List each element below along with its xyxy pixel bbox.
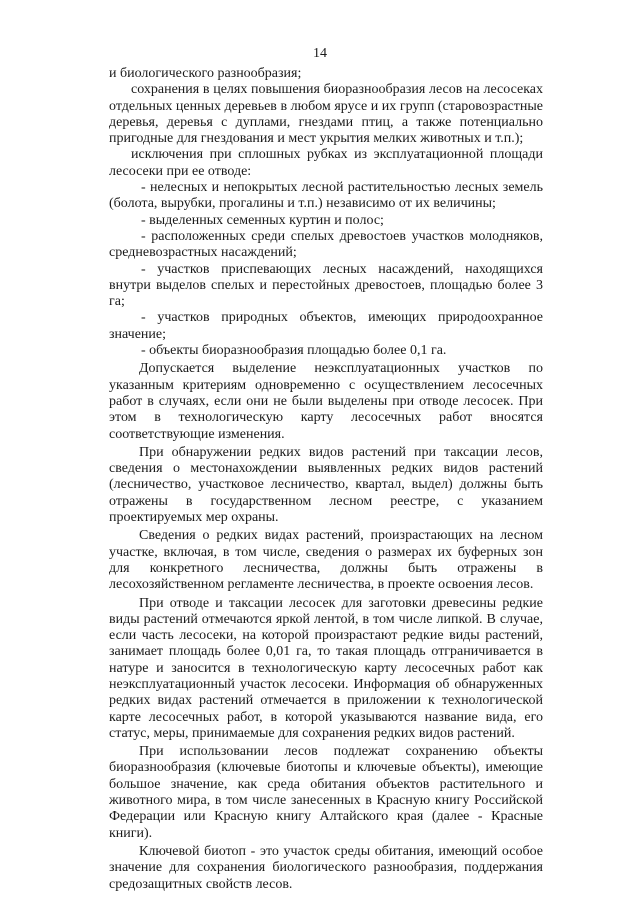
paragraph: и биологического разнообразия;: [109, 66, 302, 81]
list-item: - расположенных среди спелых древостоев участков молодняков, средневозрастных насаждений;: [109, 228, 543, 261]
paragraph: Ключевой биотоп - это участок среды обитания, имеющий особое значение для сохранения биологического разнообразия, поддержания средозащитных свойств лесов.: [109, 843, 543, 892]
paragraph: Сведения о редких видах растений, произрастающих на лесном участке, включая, в том числе, сведения о размерах их буферных зон для конкретного лесничества, должны быть отражены в лесохозяйственном регламенте лесничества, в проекте освоения лесов.: [109, 528, 543, 593]
paragraph: При обнаружении редких видов растений при таксации лесов, сведения о местонахождении выявленных редких видов растений (лесничество, участковое лесничество, квартал, выдел) должны быть отражены в государственном лесном реестре, с указанием проектируемых мер охраны.: [109, 444, 543, 526]
page-number: 14: [313, 46, 327, 61]
list-item: - объекты биоразнообразия площадью более 0,1 га.: [141, 343, 447, 359]
list-item: - нелесных и непокрытых лесной растительностью лесных земель (болота, вырубки, прогалины и т.п.) независимо от их величины;: [109, 180, 543, 212]
paragraph: сохранения в целях повышения биоразнообразия лесов на лесосеках отдельных ценных деревьев в любом ярусе и их групп (старовозрастные деревья, деревья с дуплами, гнездами птиц, а также потенциально пригодные для гнездования и мест укрытия мелких животных и т.п.);: [109, 82, 543, 147]
list-item: - участков приспевающих лесных насаждений, находящихся внутри выделов спелых и перестойных древостоев, площадью более 3 га;: [109, 261, 543, 310]
paragraph: Допускается выделение неэксплуатационных участков по указанным критериям одновременно с осуществлением лесосечных работ в случаях, если они не были выделены при отводе лесосек. При этом в технологическую карту лесосечных работ вносятся соответствующие изменения.: [109, 361, 543, 442]
paragraph: При отводе и таксации лесосек для заготовки древесины редкие виды растений отмечаются яркой лентой, в том числе липкой. В случае, если часть лесосеки, на которой произрастают редкие виды растений, занимает площадь более 0,01 га, то такая площадь отграничивается в натуре и заносится в технологическую карту лесосечных работ как неэксплуатационный участок лесосеки. Информация об обнаруженных редких видах растений отмечается в приложении к технологической карте лесосечных работ, в которой указываются название вида, его статус, меры, принимаемые для сохранения редких видов растений.: [109, 595, 543, 741]
paragraph: исключения при сплошных рубках из эксплуатационной площади лесосеки при ее отводе:: [109, 147, 543, 179]
paragraph: При использовании лесов подлежат сохранению объекты биоразнообразия (ключевые биотопы и ключевые объекты), имеющие большое значение, как среда обитания объектов растительного и животного мира, в том числе занесенных в Красную книгу Российской Федерации или Красную книгу Алтайского края (далее - Красные книги).: [109, 744, 543, 841]
list-item: - выделенных семенных куртин и полос;: [141, 212, 384, 228]
body-text: [109, 66, 543, 893]
list-item: - участков природных объектов, имеющих природоохранное значение;: [109, 310, 543, 342]
